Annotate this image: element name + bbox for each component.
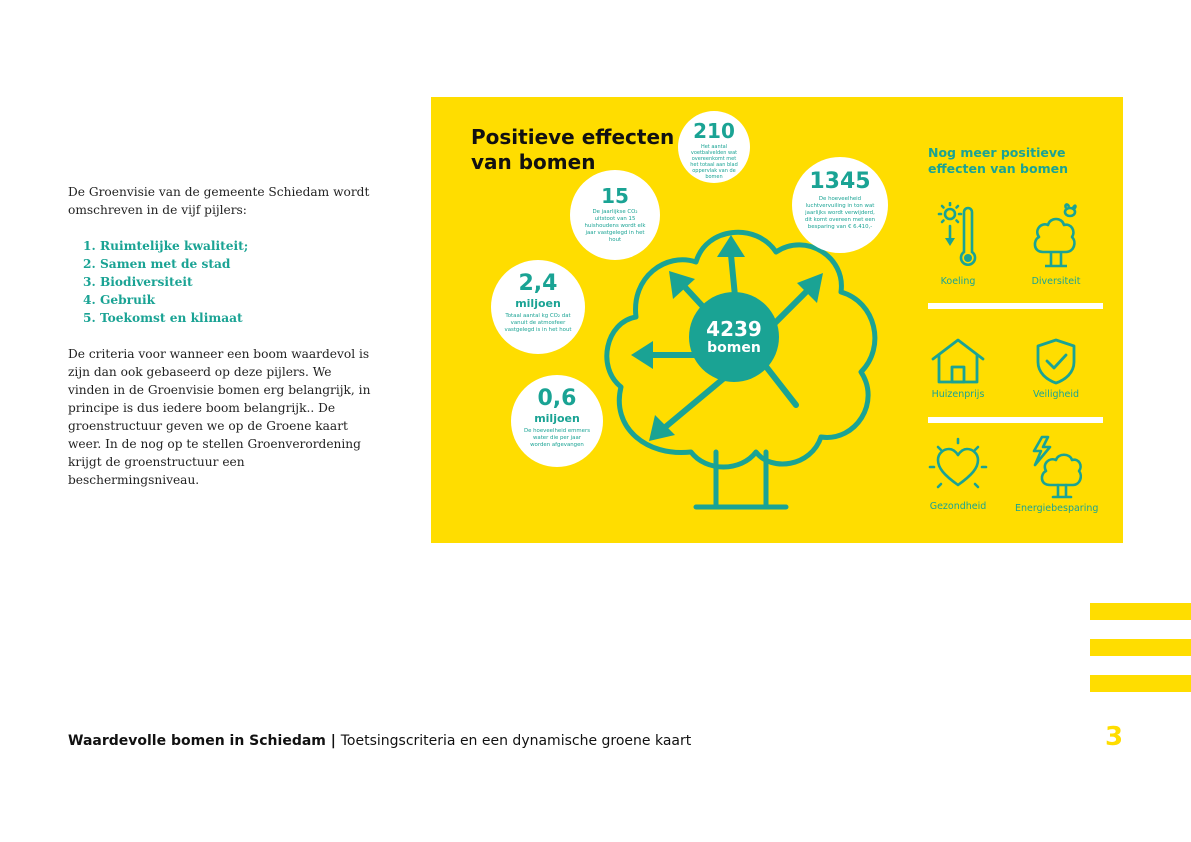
house-icon bbox=[930, 337, 986, 385]
effect-label: Koeling bbox=[940, 276, 976, 287]
tree-bee-icon bbox=[1031, 202, 1081, 272]
effect-label: Veiligheid bbox=[1032, 389, 1080, 400]
stat-value: 2,4 bbox=[518, 271, 558, 296]
footer-separator: | bbox=[325, 733, 341, 749]
page-number: 3 bbox=[1105, 722, 1124, 752]
effect-veiligheid bbox=[1015, 337, 1097, 400]
effect-label: Gezondheid bbox=[929, 501, 987, 512]
tree-count-circle bbox=[689, 292, 779, 382]
stat-description: Het aantal voetbalvelden wat overeenkomt met het totaal aan blad oppervlak van de bomen bbox=[690, 144, 738, 180]
heart-icon bbox=[928, 437, 988, 497]
stat-value: 0,6 bbox=[537, 386, 577, 411]
stat-description: De hoeveelheid luchtvervuiling in ton wat jaarlijks wordt verwijderd, dit komt overeen met een besparing van € 6.410,- bbox=[804, 196, 876, 230]
intro-paragraph: De Groenvisie van de gemeente Schiedam wordt omschreven in de vijf pijlers: bbox=[68, 185, 370, 217]
effect-label: Huizenprijs bbox=[931, 389, 985, 400]
stat-bubble-households bbox=[570, 170, 660, 260]
stat-value: 210 bbox=[693, 119, 735, 143]
stat-bubble-water bbox=[511, 375, 603, 467]
stat-description: De jaarlijkse CO₂ uitstoot van 15 huishoudens wordt elk jaar vastgelegd in het hout bbox=[584, 209, 646, 243]
footer-title: Waardevolle bomen in Schiedam bbox=[68, 733, 326, 749]
effect-koeling bbox=[917, 202, 999, 287]
effect-label: Energiebesparing bbox=[1015, 503, 1099, 514]
pillars-list bbox=[68, 237, 373, 327]
effect-gezondheid bbox=[917, 437, 999, 512]
shield-check-icon bbox=[1034, 337, 1078, 385]
divider bbox=[928, 303, 1103, 309]
stat-description: De hoeveelheid emmers water die per jaar worden afgevangen bbox=[523, 428, 591, 448]
stat-unit: miljoen bbox=[534, 412, 580, 425]
decorative-bar bbox=[1090, 639, 1191, 656]
intro-text bbox=[68, 183, 373, 507]
tree-count-unit: bomen bbox=[707, 340, 761, 356]
thermometer-sun-icon bbox=[933, 202, 983, 272]
pillar-item: 1. Ruimtelijke kwaliteit; bbox=[100, 237, 373, 255]
infographic-panel bbox=[431, 97, 1123, 543]
more-effects-title: Nog meer positieve effecten van bomen bbox=[928, 145, 1068, 176]
pillar-item: 2. Samen met de stad bbox=[100, 255, 373, 273]
pillar-item: 3. Biodiversiteit bbox=[100, 273, 373, 291]
decorative-bar bbox=[1090, 603, 1191, 620]
infographic-title: Positieve effecten van bomen bbox=[471, 125, 675, 174]
effect-diversiteit bbox=[1015, 202, 1097, 287]
pillar-item: 4. Gebruik bbox=[100, 291, 373, 309]
pillar-item: 5. Toekomst en klimaat bbox=[100, 309, 373, 327]
effect-label: Diversiteit bbox=[1031, 276, 1081, 287]
stat-bubble-air-pollution bbox=[792, 157, 888, 253]
criteria-paragraph: De criteria voor wanneer een boom waardevol is zijn dan ook gebaseerd op deze pijlers. We vinden in de Groenvisie bomen erg belangrijk, in principe is dus iedere boom belangrijk.. De groenstructuur geven we op de Groene kaart weer. In de nog op te stellen Groenverordening krijgt de groenstructuur een beschermingsniveau. bbox=[68, 347, 371, 487]
stat-value: 15 bbox=[601, 184, 629, 208]
tree-count-value: 4239 bbox=[706, 317, 762, 341]
stat-unit: miljoen bbox=[515, 297, 561, 310]
footer-subtitle: Toetsingscriteria en een dynamische groene kaart bbox=[340, 733, 692, 749]
decorative-bar bbox=[1090, 675, 1191, 692]
stat-bubble-co2-stored bbox=[491, 260, 585, 354]
divider bbox=[928, 417, 1103, 423]
stat-description: Totaal aantal kg CO₂ dat vanuit de atmosfeer vastgelegd is in het hout bbox=[504, 313, 572, 333]
effect-energiebesparing bbox=[1015, 435, 1097, 514]
effect-huizenprijs bbox=[917, 337, 999, 400]
page-footer bbox=[68, 733, 691, 749]
stat-bubble-leaf-area bbox=[678, 111, 750, 183]
stat-value: 1345 bbox=[809, 169, 871, 194]
tree-lightning-icon bbox=[1028, 435, 1084, 499]
